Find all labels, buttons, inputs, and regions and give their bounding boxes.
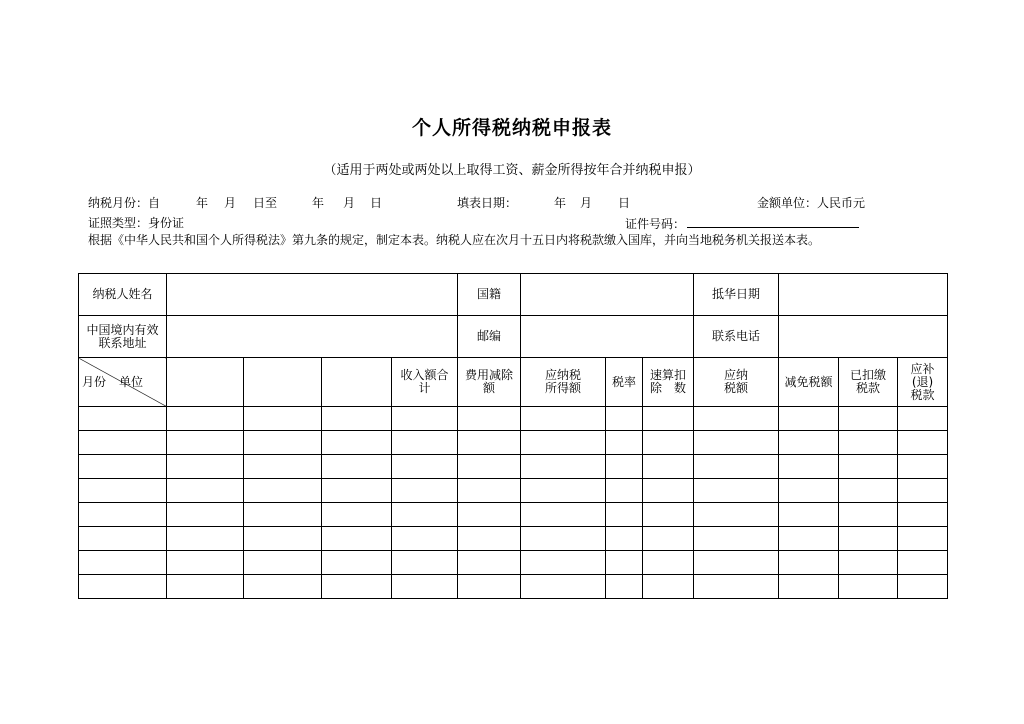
postcode-value[interactable] <box>521 316 694 358</box>
fill-month: 月 <box>580 196 593 210</box>
table-cell[interactable] <box>694 479 779 503</box>
table-cell[interactable] <box>606 407 643 431</box>
tax-relief-header: 减免税额 <box>779 358 839 407</box>
table-cell[interactable] <box>322 527 392 551</box>
fill-year: 年 <box>554 196 567 210</box>
table-cell[interactable] <box>898 407 948 431</box>
table-cell[interactable] <box>392 407 458 431</box>
table-cell[interactable] <box>79 431 167 455</box>
table-cell[interactable] <box>458 551 521 575</box>
table-cell[interactable] <box>167 527 244 551</box>
table-cell[interactable] <box>79 503 167 527</box>
id-number-label: 证件号码： <box>625 217 686 231</box>
table-cell[interactable] <box>392 455 458 479</box>
table-cell[interactable] <box>244 503 322 527</box>
table-cell[interactable] <box>839 503 898 527</box>
table-cell[interactable] <box>244 455 322 479</box>
table-cell[interactable] <box>458 527 521 551</box>
table-cell[interactable] <box>839 575 898 599</box>
table-row <box>79 551 948 575</box>
table-row <box>79 503 948 527</box>
period-day-to: 日至 <box>253 196 278 210</box>
table-cell[interactable] <box>167 503 244 527</box>
table-cell[interactable] <box>521 431 606 455</box>
table-cell[interactable] <box>779 527 839 551</box>
table-cell[interactable] <box>643 479 694 503</box>
table-cell[interactable] <box>643 431 694 455</box>
page-title: 个人所得税纳税申报表 <box>411 117 612 139</box>
period-month-1: 月 <box>224 196 237 210</box>
table-cell[interactable] <box>839 407 898 431</box>
arrival-date-label: 抵华日期 <box>694 274 779 316</box>
table-cell[interactable] <box>521 575 606 599</box>
table-cell[interactable] <box>392 551 458 575</box>
taxpayer-name-label: 纳税人姓名 <box>79 274 167 316</box>
table-cell[interactable] <box>606 479 643 503</box>
table-cell[interactable] <box>392 503 458 527</box>
table-cell[interactable] <box>779 575 839 599</box>
period-month-2: 月 <box>343 196 356 210</box>
table-cell[interactable] <box>79 479 167 503</box>
table-cell[interactable] <box>643 551 694 575</box>
table-cell[interactable] <box>643 455 694 479</box>
phone-label: 联系电话 <box>694 316 779 358</box>
data-rows <box>79 407 948 599</box>
table-cell[interactable] <box>458 431 521 455</box>
table-cell[interactable] <box>694 503 779 527</box>
table-cell[interactable] <box>606 527 643 551</box>
table-cell[interactable] <box>839 479 898 503</box>
page-subtitle: （适用于两处或两处以上取得工资、薪金所得按年合并纳税申报） <box>323 163 701 178</box>
table-cell[interactable] <box>643 407 694 431</box>
address-label: 中国境内有效 联系地址 <box>79 316 167 358</box>
tax-payable-header: 应纳 税额 <box>694 358 779 407</box>
table-cell[interactable] <box>167 455 244 479</box>
fill-day: 日 <box>618 196 631 210</box>
table-cell[interactable] <box>643 527 694 551</box>
table-cell[interactable] <box>694 455 779 479</box>
table-cell[interactable] <box>779 455 839 479</box>
postcode-label: 邮编 <box>458 316 521 358</box>
unit-column-1[interactable] <box>167 358 244 407</box>
table-cell[interactable] <box>458 575 521 599</box>
table-cell[interactable] <box>521 455 606 479</box>
table-cell[interactable] <box>839 455 898 479</box>
table-cell[interactable] <box>322 455 392 479</box>
table-cell[interactable] <box>322 407 392 431</box>
table-cell[interactable] <box>521 479 606 503</box>
table-cell[interactable] <box>244 431 322 455</box>
table-cell[interactable] <box>79 527 167 551</box>
table-cell[interactable] <box>606 575 643 599</box>
table-row <box>79 455 948 479</box>
table-cell[interactable] <box>779 407 839 431</box>
table-cell[interactable] <box>322 431 392 455</box>
table-cell[interactable] <box>322 551 392 575</box>
table-cell[interactable] <box>392 527 458 551</box>
taxpayer-info-row <box>79 274 948 316</box>
tax-rate-header: 税率 <box>606 358 643 407</box>
table-cell[interactable] <box>458 407 521 431</box>
table-cell[interactable] <box>79 455 167 479</box>
table-cell[interactable] <box>606 503 643 527</box>
table-cell[interactable] <box>79 575 167 599</box>
table-row <box>79 407 948 431</box>
taxpayer-name-value[interactable] <box>167 274 458 316</box>
table-cell[interactable] <box>322 479 392 503</box>
table-cell[interactable] <box>244 551 322 575</box>
table-cell[interactable] <box>694 551 779 575</box>
period-year-1: 年 <box>196 196 209 210</box>
month-unit-diagonal-header <box>79 358 167 407</box>
table-cell[interactable] <box>779 479 839 503</box>
table-cell[interactable] <box>521 527 606 551</box>
table-row <box>79 575 948 599</box>
table-cell[interactable] <box>458 503 521 527</box>
table-cell[interactable] <box>779 503 839 527</box>
table-cell[interactable] <box>322 575 392 599</box>
table-cell[interactable] <box>839 431 898 455</box>
table-cell[interactable] <box>392 479 458 503</box>
table-cell[interactable] <box>79 407 167 431</box>
table-cell[interactable] <box>779 551 839 575</box>
table-cell[interactable] <box>392 575 458 599</box>
table-cell[interactable] <box>694 407 779 431</box>
table-cell[interactable] <box>898 479 948 503</box>
table-row <box>79 527 948 551</box>
table-cell[interactable] <box>606 551 643 575</box>
table-cell[interactable] <box>458 479 521 503</box>
period-day-2: 日 <box>370 196 383 210</box>
income-total-header: 收入额合 计 <box>392 358 458 407</box>
table-cell[interactable] <box>606 431 643 455</box>
address-value[interactable] <box>167 316 458 358</box>
table-cell[interactable] <box>79 551 167 575</box>
arrival-date-value[interactable] <box>779 274 948 316</box>
table-cell[interactable] <box>167 431 244 455</box>
table-cell[interactable] <box>521 407 606 431</box>
table-cell[interactable] <box>167 407 244 431</box>
table-cell[interactable] <box>458 455 521 479</box>
table-cell[interactable] <box>244 479 322 503</box>
table-cell[interactable] <box>898 455 948 479</box>
table-cell[interactable] <box>244 527 322 551</box>
column-header-row <box>79 358 948 407</box>
fill-date-label: 填表日期： <box>457 196 518 210</box>
diag-month-label: 月份 <box>82 375 107 389</box>
table-cell[interactable] <box>779 431 839 455</box>
table-cell[interactable] <box>694 527 779 551</box>
unit-column-2[interactable] <box>244 358 322 407</box>
table-cell[interactable] <box>606 455 643 479</box>
table-cell[interactable] <box>167 551 244 575</box>
legal-note: 根据《中华人民共和国个人所得税法》第九条的规定，制定本表。纳税人应在次月十五日内将税款缴入国库，并向当地税务机关报送本表。 <box>88 233 821 247</box>
unit-column-3[interactable] <box>322 358 392 407</box>
id-number-blank <box>687 216 859 228</box>
table-cell[interactable] <box>244 407 322 431</box>
table-cell[interactable] <box>244 575 322 599</box>
id-number-field <box>625 216 859 231</box>
table-cell[interactable] <box>322 503 392 527</box>
period-label: 纳税月份：自 <box>88 196 161 210</box>
quick-deduction-header: 速算扣 除 数 <box>643 358 694 407</box>
table-cell[interactable] <box>898 575 948 599</box>
table-cell[interactable] <box>839 551 898 575</box>
table-row <box>79 431 948 455</box>
id-type-label: 证照类型：身份证 <box>88 216 185 230</box>
diag-unit-label: 单位 <box>119 375 144 389</box>
contact-info-row <box>79 316 948 358</box>
table-cell[interactable] <box>521 551 606 575</box>
table-cell[interactable] <box>521 503 606 527</box>
table-cell[interactable] <box>643 503 694 527</box>
phone-value[interactable] <box>779 316 948 358</box>
table-cell[interactable] <box>167 479 244 503</box>
table-row <box>79 479 948 503</box>
tax-return-table <box>78 273 948 599</box>
tax-withheld-header: 已扣缴 税款 <box>839 358 898 407</box>
table-cell[interactable] <box>694 575 779 599</box>
period-year-2: 年 <box>312 196 325 210</box>
taxable-income-header: 应纳税 所得额 <box>521 358 606 407</box>
table-cell[interactable] <box>898 527 948 551</box>
table-cell[interactable] <box>898 503 948 527</box>
table-cell[interactable] <box>839 527 898 551</box>
table-cell[interactable] <box>694 431 779 455</box>
table-cell[interactable] <box>898 431 948 455</box>
nationality-label: 国籍 <box>458 274 521 316</box>
amount-unit-label: 金额单位：人民币元 <box>757 196 866 210</box>
table-cell[interactable] <box>392 431 458 455</box>
nationality-value[interactable] <box>521 274 694 316</box>
expense-deduction-header: 费用减除 额 <box>458 358 521 407</box>
table-cell[interactable] <box>167 575 244 599</box>
table-cell[interactable] <box>898 551 948 575</box>
tax-due-refund-header: 应补 (退) 税款 <box>898 358 948 407</box>
table-cell[interactable] <box>643 575 694 599</box>
